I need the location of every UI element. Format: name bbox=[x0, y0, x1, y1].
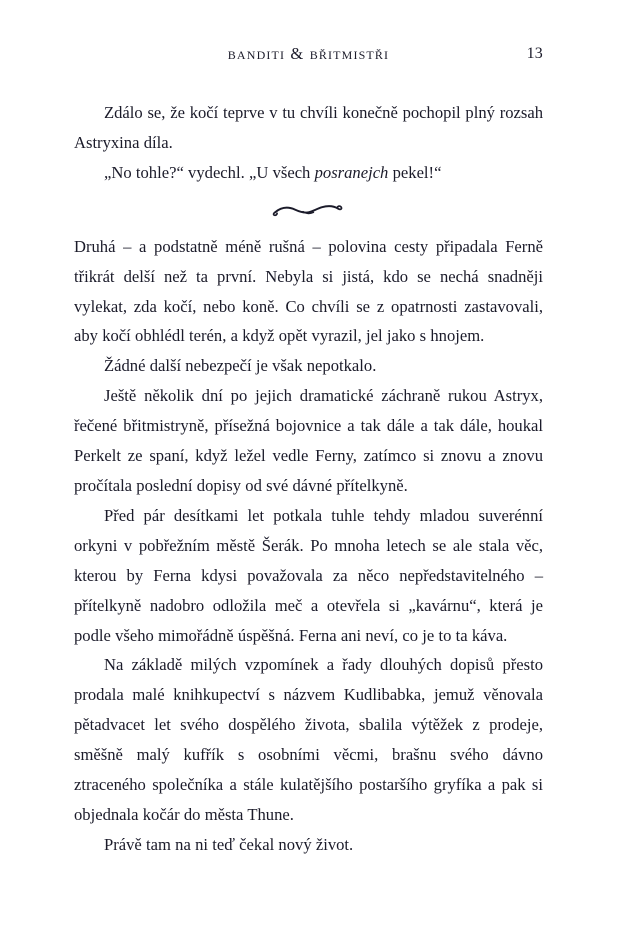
body-text: „No tohle?“ vydechl. „U všech bbox=[104, 162, 315, 182]
paragraph bbox=[74, 158, 543, 188]
paragraph bbox=[74, 98, 543, 158]
body-text-block bbox=[74, 98, 543, 860]
body-text: Zdálo se, že kočí teprve v tu chvíli konečně pochopil plný rozsah Astryxina díla. bbox=[74, 103, 543, 152]
paragraph bbox=[74, 650, 543, 829]
paragraph bbox=[74, 501, 543, 651]
running-head-title: banditi & břitmistři bbox=[227, 44, 390, 63]
body-text: Ještě několik dní po jejich dramatické záchraně rukou Astryx, řečené břitmistryně, přísežná bojovnice a tak dále a tak dále, houkal Perkelt ze spaní, když ležel vedle Ferny, zatímco si znovu a znovu pročítala poslední dopisy od své dávné přítelkyně. bbox=[74, 386, 543, 495]
flourish-divider-ornament bbox=[74, 188, 543, 232]
paragraph bbox=[74, 351, 543, 381]
paragraph bbox=[74, 232, 543, 352]
running-head bbox=[74, 44, 543, 70]
emphasis-text: posranejch bbox=[314, 162, 389, 182]
body-text: Před pár desítkami let potkala tuhle tehdy mladou suverénní orkyni v pobřežním městě Šerák. Po mnoha letech se ale stala věc, kterou by Ferna kdysi považovala za něco nepředstavitelného – přítelkyně nadobro odložila meč a otevřela si „kavárnu“, která je podle všeho mimořádně úspěšná. Ferna ani neví, co je to ta káva. bbox=[74, 505, 543, 645]
body-text: pekel!“ bbox=[388, 162, 442, 182]
paragraph bbox=[74, 381, 543, 501]
body-text: Druhá – a podstatně méně rušná – polovina cesty připadala Ferně třikrát delší než ta první. Nebyla si jistá, kdo se nechá snadněji vylekat, zda kočí, nebo koně. Co chvíli se z opatrnosti zastavovali, aby kočí obhlédl terén, a když opět vyrazil, jel jako s hnojem. bbox=[74, 236, 543, 346]
body-text: Právě tam na ni teď čekal nový život. bbox=[104, 834, 354, 854]
body-text: Na základě milých vzpomínek a řady dlouhých dopisů přesto prodala malé knihkupectví s názvem Kudlibabka, jemuž věnovala pětadvacet let svého dospělého života, sbalila výtěžek z prodeje, směšně malý kufřík s osobními věcmi, brašnu svého dávno ztraceného společníka a stále kulatějšího postaršího gryfíka a pak si objednala kočár do města Thune. bbox=[74, 655, 543, 824]
body-text: Žádné další nebezpečí je však nepotkalo. bbox=[104, 356, 377, 376]
paragraph bbox=[74, 830, 543, 860]
page-number: 13 bbox=[526, 45, 543, 62]
